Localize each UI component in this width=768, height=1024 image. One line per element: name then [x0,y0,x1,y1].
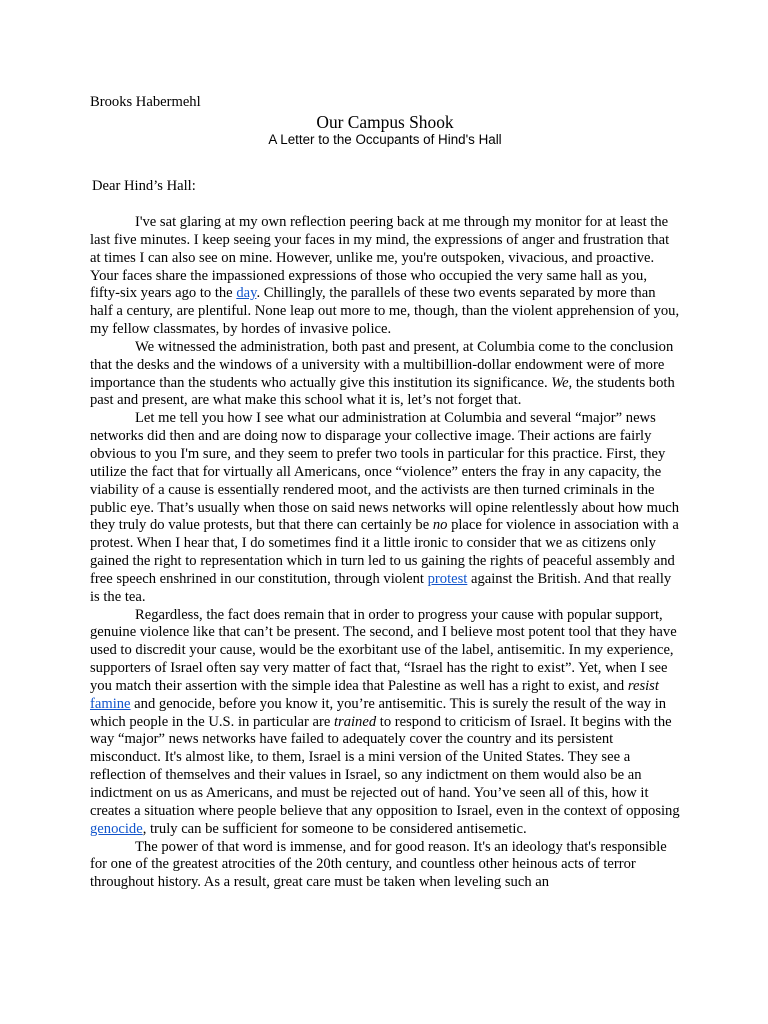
paragraph-3 [90,410,680,606]
text-run: and genocide, before you know it, you’re antisemitic. This is surely the result of the way in which people in the U.S. in particular are [90,695,667,730]
link-genocide[interactable]: genocide [90,820,143,837]
link-protest[interactable]: protest [427,570,468,587]
text-run: Let me tell you how I see what our administration at Columbia and several “major” news networks did then and are doing now to disparage your collective image. Their actions are fairly obvious to you I'm sure, and they seem to prefer two tools in particular for this practice. First, they utilize the fact that for virtually all Americans, once “violence” enters the fray in any capacity, the viability of a cause is essentially rendered moot, and the activists are then turned criminals in the public eye. That’s usually when those on said news networks will opine relentlessly about how much they truly do value protests, but that there can certainly be [90,410,680,534]
text-run: , truly can be sufficient for someone to be considered antisemetic. [142,820,527,837]
emphasis-we: We [551,374,569,391]
text-run: We witnessed the administration, both past and present, at Columbia come to the conclusion that the desks and the windows of a university with a multibillion-dollar endowment were of more importance than the students who actually give this institution its significance. [90,338,674,391]
text-run: I've sat glaring at my own reflection peering back at me through my monitor for at least the last five minutes. I keep seeing your faces in my mind, the expressions of anger and frustration that at times I can also see on mine. However, unlike me, you're outspoken, vivacious, and proactive. Your faces share the impassioned expressions of those who occupied the very same hall as you, fifty-six years ago to the [90,214,670,302]
text-run: , the students both past and present, are what make this school what it is, let’s not forget that. [90,374,675,409]
text-run: Regardless, the fact does remain that in order to progress your cause with popular support, genuine violence like that can’t be present. The second, and I believe most potent tool that they have used to discredit your cause, would be the exorbitant use of the label, antisemitic. In my experience, supporters of Israel often say very matter of fact that, “Israel has the right to exist”. Yet, when I see you match their assertion with the simple idea that Palestine as well has a right to exist, and [90,606,677,694]
text-run: place for violence in association with a protest. When I hear that, I do sometimes find it a little ironic to consider that we as citizens only gained the right to representation which in turn led to us gaining the rights of peaceful assembly and free speech enshrined in our constitution, through violent [90,517,679,587]
document-subtitle: A Letter to the Occupants of Hind's Hall [268,132,502,147]
text-run: to respond to criticism of Israel. It begins with the way “major” news networks have failed to adequately cover the country and its persistent misconduct. It's almost like, to them, Israel is a mini version of the United States. They see a reflection of themselves and their values in Israel, so any indictment on them would also be an indictment on us as Americans, and must be rejected out of hand. You’ve seen all of this, how it creates a situation where people believe that any opposition to Israel, even in the context of opposing [90,713,680,819]
emphasis-no: no [432,517,448,534]
document-title: Our Campus Shook [316,112,454,132]
emphasis-resist: resist [627,677,659,694]
paragraph-4 [90,607,680,839]
author-name: Brooks Habermehl [90,94,201,110]
link-famine[interactable]: famine [90,695,131,712]
letter-body [90,214,680,892]
link-day[interactable]: day [236,285,257,302]
text-run: against the British. And that really is the tea. [90,570,672,605]
text-run: . Chillingly, the parallels of these two events separated by more than half a century, are plentiful. None leap out more to me, though, than the violent apprehension of you, my fellow classmates, by hordes of invasive police. [90,285,680,338]
emphasis-trained: trained [333,713,377,730]
document-body [90,94,680,892]
paragraph-2 [90,339,680,410]
salutation: Dear Hind’s Hall: [92,178,196,194]
paragraph-1 [90,214,680,339]
paragraph-5: The power of that word is immense, and for good reason. It's an ideology that's responsible for one of the greatest atrocities of the 20th century, and countless other heinous acts of terror throughout history. As a result, great care must be taken when leveling such an [90,838,667,891]
